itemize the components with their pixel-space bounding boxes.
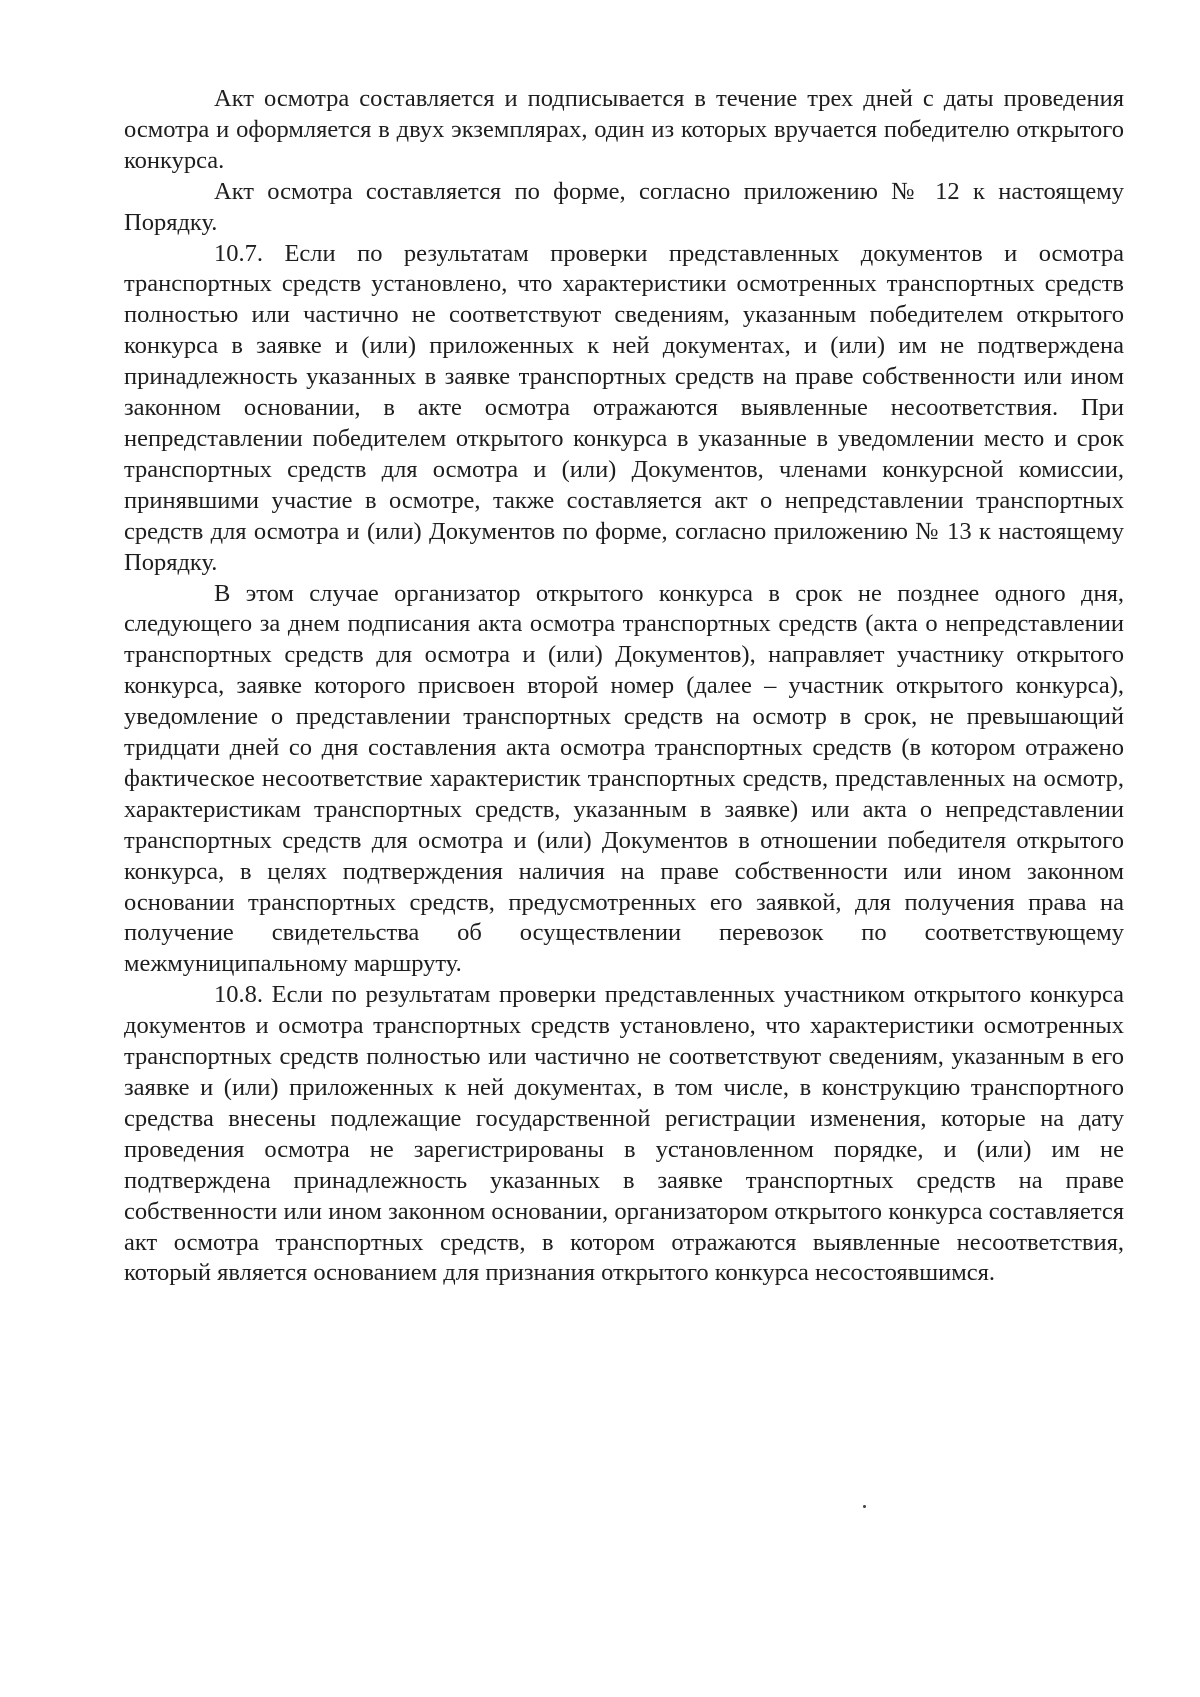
scan-speck	[863, 1505, 866, 1508]
paragraph-10-8: 10.8. Если по результатам проверки представленных участником открытого конкурса документов и осмотра транспортных средств установлено, что характеристики осмотренных транспортных средств полностью или частично не соответствуют сведениям, указанным в его заявке и (или) приложенных к ней документах, в том числе, в конструкцию транспортного средства внесены подлежащие государственной регистрации изменения, которые на дату проведения осмотра не зарегистрированы в установленном порядке, и (или) им не подтверждена принадлежность указанных в заявке транспортных средств на праве собственности или ином законном основании, организатором открытого конкурса составляется акт осмотра транспортных средств, в котором отражаются выявленные несоответствия, который является основанием для признания открытого конкурса несостоявшимся.	[124, 981, 1124, 1287]
paragraph-inspection-act-form: Акт осмотра составляется по форме, согласно приложению № 12 к настоящему Порядку.	[124, 177, 1124, 236]
document-body	[124, 84, 1124, 1289]
paragraph-second-participant: В этом случае организатор открытого конкурса в срок не позднее одного дня, следующего за днем подписания акта осмотра транспортных средств (акта о непредставлении транспортных средств для осмотра и (или) Документов), направляет участнику открытого конкурса, заявке которого присвоен второй номер (далее – участник открытого конкурса), уведомление о представлении транспортных средств на осмотр в срок, не превышающий тридцати дней со дня составления акта осмотра транспортных средств (в котором отражено фактическое несоответствие характеристик транспортных средств, представленных на осмотр, характеристикам транспортных средств, указанным в заявке) или акта о непредставлении транспортных средств для осмотра и (или) Документов в отношении победителя открытого конкурса, в целях подтверждения наличия на праве собственности или ином законном основании транспортных средств, предусмотренных его заявкой, для получения права на получение свидетельства об осуществлении перевозок по соответствующему межмуниципальному маршруту.	[124, 579, 1124, 978]
paragraph-inspection-act-signing: Акт осмотра составляется и подписывается в течение трех дней с даты проведения осмотра и оформляется в двух экземплярах, один из которых вручается победителю открытого конкурса.	[124, 85, 1124, 174]
paragraph-10-7: 10.7. Если по результатам проверки представленных документов и осмотра транспортных средств установлено, что характеристики осмотренных транспортных средств полностью или частично не соответствуют сведениям, указанным победителем открытого конкурса в заявке и (или) приложенных к ней документах, и (или) им не подтверждена принадлежность указанных в заявке транспортных средств на праве собственности или ином законном основании, в акте осмотра отражаются выявленные несоответствия. При непредставлении победителем открытого конкурса в указанные в уведомлении место и срок транспортных средств для осмотра и (или) Документов, членами конкурсной комиссии, принявшими участие в осмотре, также составляется акт о непредставлении транспортных средств для осмотра и (или) Документов по форме, согласно приложению № 13 к настоящему Порядку.	[124, 239, 1124, 576]
